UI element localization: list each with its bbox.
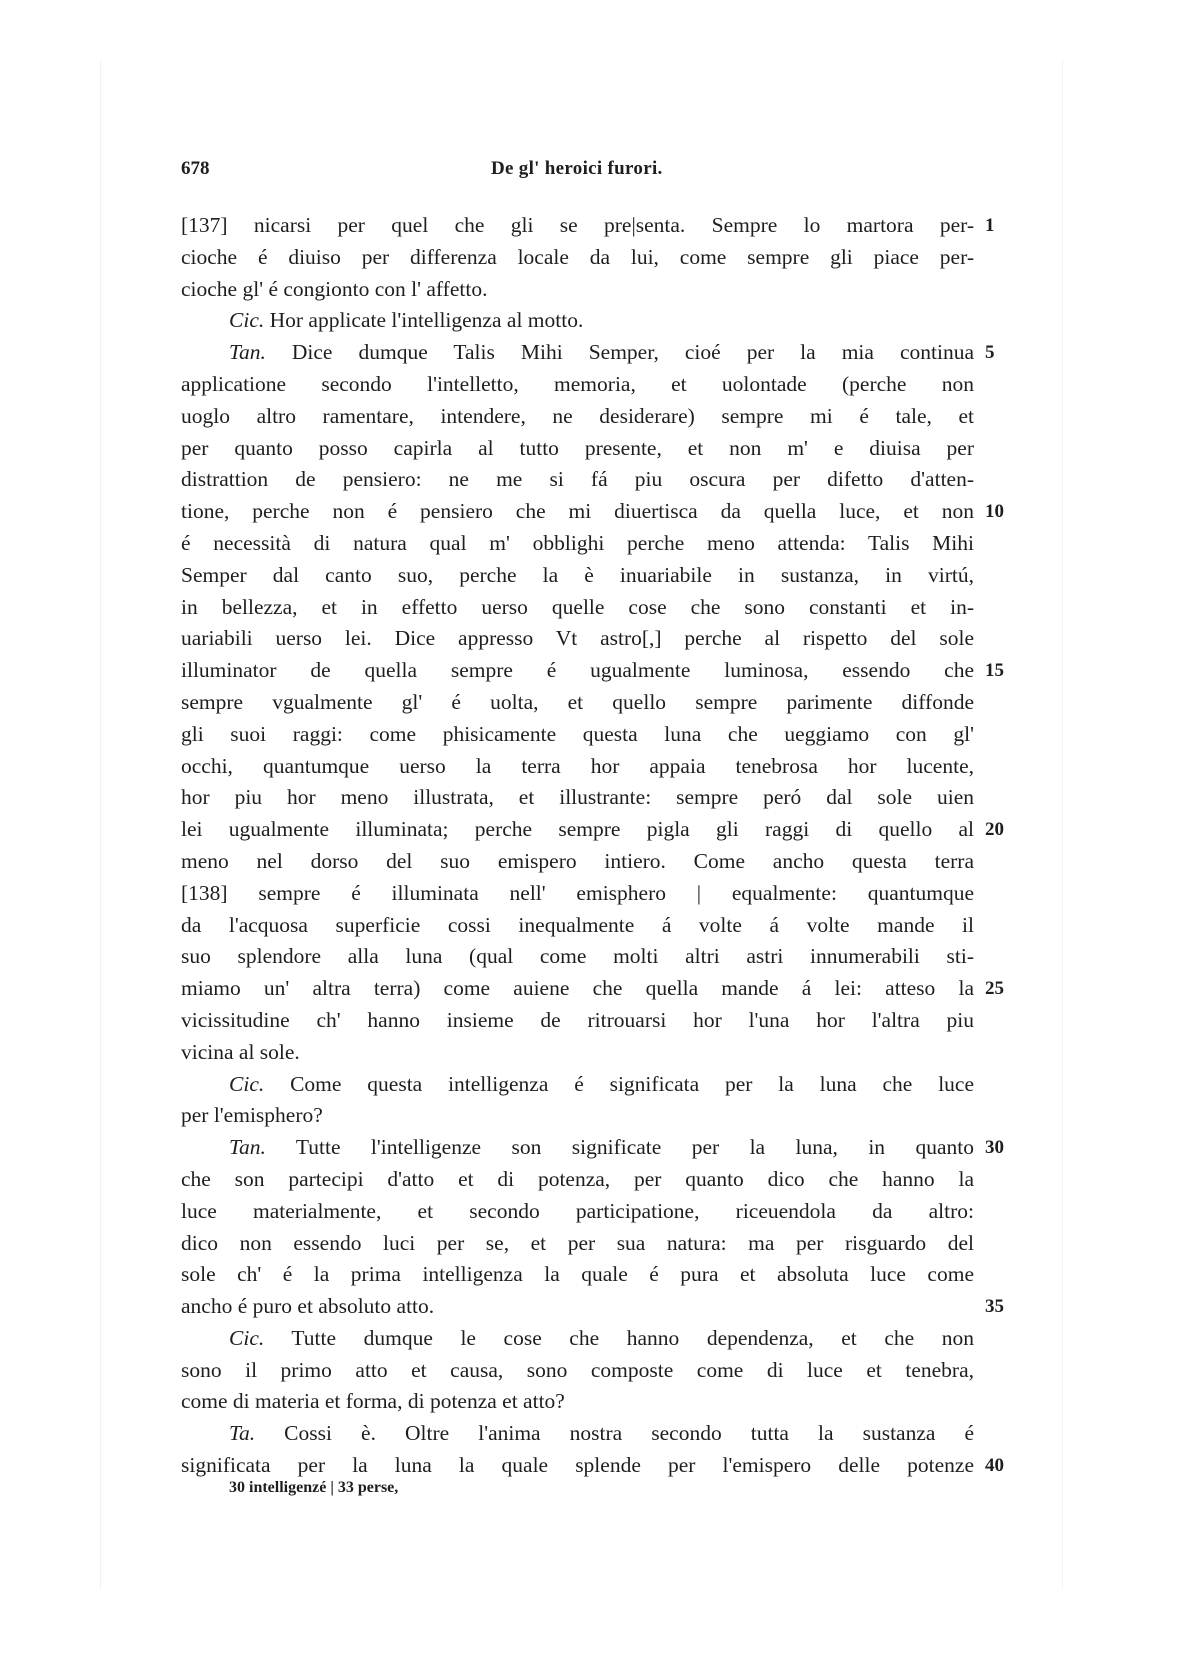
line-content: vicissitudine ch' hanno insieme de ritrouarsi hor l'una hor l'altra piu: [181, 1007, 974, 1032]
text-line: [181, 655, 1021, 687]
text-line: [181, 1037, 1021, 1069]
line-content: cioche gl' é congionto con l' affetto.: [181, 276, 488, 301]
line-text: [181, 401, 974, 433]
text-line: [181, 1164, 1021, 1196]
text-line: [181, 369, 1021, 401]
line-content: per quanto posso capirla al tutto presente, et non m' e diuisa per: [181, 435, 974, 460]
line-text: [181, 496, 974, 528]
line-text: [181, 719, 974, 751]
text-line: [181, 528, 1021, 560]
text-line: [181, 1355, 1021, 1387]
line-text: [181, 433, 974, 465]
line-text: [181, 1196, 974, 1228]
line-content: Come questa intelligenza é significata per la luna che luce: [290, 1071, 975, 1096]
line-text: [181, 1037, 974, 1069]
line-number: 15: [985, 660, 1004, 682]
line-content: Tutte l'intelligenze son significate per la luna, in quanto: [295, 1135, 974, 1160]
line-text: [181, 878, 974, 910]
text-line: [181, 687, 1021, 719]
line-content: in bellezza, et in effetto uerso quelle cose che sono constanti et in-: [181, 594, 974, 619]
text-line: [181, 274, 1021, 306]
text-line: [181, 1005, 1021, 1037]
scan-edge-right: [1062, 60, 1063, 1590]
text-line: [181, 1259, 1021, 1291]
line-number: 5: [985, 342, 995, 364]
text-line: [181, 1196, 1021, 1228]
line-text: [181, 464, 974, 496]
line-content: uariabili uerso lei. Dice appresso Vt astro[,] perche al rispetto del sole: [181, 626, 974, 651]
line-content: occhi, quantumque uerso la terra hor appaia tenebrosa hor lucente,: [181, 753, 974, 778]
text-line: [181, 305, 1021, 337]
text-line: [181, 973, 1021, 1005]
line-text: [181, 687, 974, 719]
line-content: Semper dal canto suo, perche la è inuariabile in sustanza, in virtú,: [181, 562, 974, 587]
line-content: sole ch' é la prima intelligenza la quale é pura et absoluta luce come: [181, 1262, 974, 1287]
line-text: [181, 1069, 974, 1101]
line-text: [181, 1323, 974, 1355]
line-content: illuminator de quella sempre é ugualmente luminosa, essendo che: [181, 658, 974, 683]
text-line: [181, 623, 1021, 655]
line-text: [181, 242, 974, 274]
body-text: [181, 210, 1021, 1482]
line-content: Hor applicate l'intelligenza al motto.: [269, 308, 584, 333]
line-text: [181, 1132, 974, 1164]
line-content: é necessità di natura qual m' obblighi perche meno attenda: Talis Mihi: [181, 530, 974, 555]
text-line: [181, 1228, 1021, 1260]
line-content: ancho é puro et absoluto atto.: [181, 1294, 435, 1319]
line-text: [181, 782, 974, 814]
line-text: [181, 305, 974, 337]
text-line: [181, 846, 1021, 878]
line-text: [181, 1418, 974, 1450]
text-line: [181, 1450, 1021, 1482]
line-text: [181, 751, 974, 783]
text-line: [181, 496, 1021, 528]
text-line: [181, 401, 1021, 433]
line-text: [181, 528, 974, 560]
line-number: 10: [985, 501, 1004, 523]
speaker-label: Ta.: [229, 1421, 256, 1446]
line-content: Tutte dumque le cose che hanno dependenza, et che non: [291, 1325, 974, 1350]
text-line: [181, 433, 1021, 465]
line-content: distrattion de pensiero: ne me si fá piu oscura per difetto d'atten-: [181, 467, 974, 492]
text-line: [181, 560, 1021, 592]
line-text: [181, 814, 974, 846]
line-content: tione, perche non é pensiero che mi diuertisca da quella luce, et non: [181, 499, 974, 524]
footnote: 30 intelligenzé | 33 perse,: [229, 1479, 399, 1496]
line-number: 35: [985, 1296, 1004, 1318]
line-text: [181, 1355, 974, 1387]
line-text: [181, 274, 974, 306]
line-text: [181, 655, 974, 687]
line-text: [181, 941, 974, 973]
line-number: 25: [985, 978, 1004, 1000]
line-content: [138] sempre é illuminata nell' emisphero | equalmente: quantumque: [181, 880, 974, 905]
line-content: vicina al sole.: [181, 1039, 300, 1064]
text-line: [181, 1291, 1021, 1323]
line-number: 1: [985, 215, 995, 236]
speaker-label: Cic.: [229, 1325, 265, 1350]
speaker-label: Tan.: [229, 340, 266, 365]
line-content: significata per la luna la quale splende per l'emispero delle potenze: [181, 1453, 974, 1478]
line-text: [181, 210, 974, 242]
line-content: [137] nicarsi per quel che gli se pre|senta. Sempre lo martora per-: [181, 213, 974, 237]
line-text: [181, 1259, 974, 1291]
speaker-label: Cic.: [229, 1071, 265, 1096]
text-line: [181, 751, 1021, 783]
line-content: luce materialmente, et secondo participatione, riceuendola da altro:: [181, 1198, 974, 1223]
line-text: [181, 560, 974, 592]
speaker-label: Tan.: [229, 1135, 266, 1160]
running-title: De gl' heroici furori.: [491, 158, 663, 179]
text-line: [181, 910, 1021, 942]
text-line: [181, 1418, 1021, 1450]
line-number: 20: [985, 819, 1004, 841]
line-text: [181, 846, 974, 878]
text-line: [181, 1069, 1021, 1101]
line-content: dico non essendo luci per se, et per sua natura: ma per risguardo del: [181, 1230, 974, 1255]
line-text: [181, 910, 974, 942]
line-content: Cossi è. Oltre l'anima nostra secondo tutta la sustanza é: [284, 1421, 975, 1446]
line-text: [181, 1228, 974, 1260]
line-text: [181, 369, 974, 401]
text-line: [181, 592, 1021, 624]
line-text: [181, 592, 974, 624]
text-line: [181, 1323, 1021, 1355]
page-header: [181, 158, 981, 186]
line-content: sono il primo atto et causa, sono composte come di luce et tenebra,: [181, 1357, 974, 1382]
line-content: cioche é diuiso per differenza locale da lui, come sempre gli piace per-: [181, 244, 974, 269]
line-text: [181, 623, 974, 655]
line-content: hor piu hor meno illustrata, et illustrante: sempre peró dal sole uien: [181, 785, 974, 810]
line-content: per l'emisphero?: [181, 1103, 323, 1128]
line-text: [181, 973, 974, 1005]
line-content: applicatione secondo l'intelletto, memoria, et uolontade (perche non: [181, 371, 974, 396]
text-line: [181, 814, 1021, 846]
text-line: [181, 782, 1021, 814]
line-content: meno nel dorso del suo emispero intiero. Come ancho questa terra: [181, 848, 974, 873]
text-line: [181, 210, 1021, 242]
line-text: [181, 337, 974, 369]
line-content: suo splendore alla luna (qual come molti altri astri innumerabili sti-: [181, 944, 974, 969]
line-number: 40: [985, 1455, 1004, 1477]
line-content: sempre vgualmente gl' é uolta, et quello sempre parimente diffonde: [181, 689, 974, 714]
page-number: 678: [181, 158, 210, 179]
text-line: [181, 1132, 1021, 1164]
text-line: [181, 878, 1021, 910]
line-text: [181, 1005, 974, 1037]
line-text: [181, 1386, 974, 1418]
line-content: come di materia et forma, di potenza et atto?: [181, 1389, 565, 1414]
text-line: [181, 1100, 1021, 1132]
line-content: che son partecipi d'atto et di potenza, per quanto dico che hanno la: [181, 1166, 974, 1191]
line-content: uoglo altro ramentare, intendere, ne desiderare) sempre mi é tale, et: [181, 403, 974, 428]
speaker-label: Cic.: [229, 308, 265, 333]
line-number: 30: [985, 1137, 1004, 1159]
line-content: lei ugualmente illuminata; perche sempre pigla gli raggi di quello al: [181, 817, 974, 842]
line-content: Dice dumque Talis Mihi Semper, cioé per la mia continua: [291, 340, 974, 365]
line-text: [181, 1164, 974, 1196]
text-line: [181, 1386, 1021, 1418]
text-line: [181, 464, 1021, 496]
line-content: miamo un' altra terra) come auiene che quella mande á lei: atteso la: [181, 976, 974, 1001]
text-line: [181, 941, 1021, 973]
line-text: [181, 1291, 974, 1323]
text-line: [181, 719, 1021, 751]
line-text: [181, 1450, 974, 1482]
line-content: da l'acquosa superficie cossi inequalmente á volte á volte mande il: [181, 912, 974, 937]
text-line: [181, 242, 1021, 274]
line-text: [181, 1100, 974, 1132]
scan-edge-left: [100, 60, 101, 1590]
text-line: [181, 337, 1021, 369]
line-content: gli suoi raggi: come phisicamente questa luna che ueggiamo con gl': [181, 721, 974, 746]
